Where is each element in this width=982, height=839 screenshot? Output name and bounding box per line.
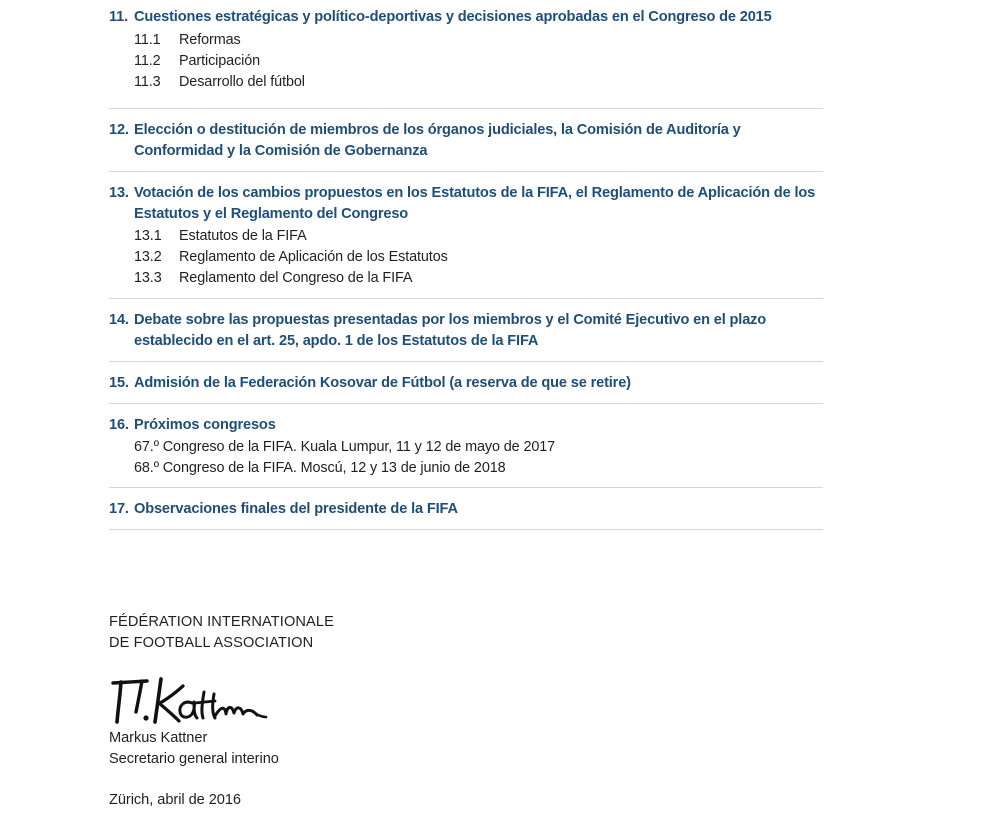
agenda-number-16: 16.	[109, 416, 129, 433]
agenda-congress-line-67: 67.º Congreso de la FIFA. Kuala Lumpur, 11 y 12 de mayo de 2017	[134, 438, 556, 455]
agenda-heading-11	[109, 0, 823, 28]
signer-name: Markus Kattner	[109, 730, 208, 746]
agenda-number-15: 15.	[109, 374, 129, 391]
agenda-number-11: 11.	[109, 9, 129, 25]
agenda-section-11	[109, 0, 823, 92]
agenda-title-16: Próximos congresos	[134, 416, 276, 433]
agenda-list	[109, 0, 823, 530]
agenda-section-17	[109, 487, 823, 530]
agenda-title-13: Votación de los cambios propuestos en los Estatutos de la FIFA, el Reglamento de Aplicación de los Estatutos y el Reglamento del Congreso	[134, 185, 816, 223]
agenda-title-14: Debate sobre las propuestas presentadas por los miembros y el Comité Ejecutivo en el plazo establecido en el art. 25, apdo. 1 de los Estatutos de la FIFA	[134, 311, 767, 349]
section-divider-closing	[109, 529, 823, 530]
agenda-sublabel-11-3: Desarrollo del fútbol	[179, 73, 305, 90]
agenda-section-14	[109, 298, 823, 361]
agenda-sublabel-11-2: Participación	[179, 52, 261, 69]
organization-line-2: DE FOOTBALL ASSOCIATION	[109, 635, 314, 651]
agenda-sublabel-11-1: Reformas	[179, 32, 241, 48]
agenda-sublabel-13-2: Reglamento de Aplicación de los Estatutos	[179, 249, 448, 266]
agenda-heading-16	[109, 404, 823, 436]
agenda-title-12: Elección o destitución de miembros de los órganos judiciales, la Comisión de Auditoría y Conformidad y la Comisión de Gobernanza	[134, 122, 741, 160]
signature-block	[109, 612, 529, 811]
agenda-subnumber-11-2: 11.2	[134, 52, 161, 69]
agenda-subnumber-13-3: 13.3	[134, 269, 162, 286]
agenda-subnumber-11-3: 11.3	[134, 73, 161, 90]
agenda-heading-14	[109, 299, 823, 361]
agenda-heading-15	[109, 362, 823, 403]
signer-role: Secretario general interino	[109, 751, 279, 767]
place-and-date: Zürich, abril de 2016	[109, 792, 241, 808]
agenda-subitem-11-1	[109, 28, 823, 51]
agenda-heading-12	[109, 109, 823, 171]
agenda-number-17: 17.	[109, 501, 129, 518]
agenda-section-16	[109, 403, 823, 488]
agenda-section-15	[109, 361, 823, 403]
agenda-section-13	[109, 171, 823, 297]
agenda-subitem-11-2	[109, 51, 823, 72]
agenda-subnumber-13-1: 13.1	[134, 228, 162, 245]
agenda-subitem-13-1	[109, 225, 823, 247]
agenda-subitem-11-3	[109, 72, 823, 93]
agenda-title-17: Observaciones finales del presidente de la FIFA	[134, 501, 458, 518]
agenda-title-15: Admisión de la Federación Kosovar de Fútbol (a reserva de que se retire)	[134, 374, 631, 391]
agenda-number-13: 13.	[109, 185, 129, 202]
agenda-subitem-13-2	[109, 247, 823, 268]
agenda-number-12: 12.	[109, 122, 129, 139]
agenda-subitem-13-3	[109, 268, 823, 298]
agenda-section-12	[109, 108, 823, 171]
agenda-title-11: Cuestiones estratégicas y político-deportivas y decisiones aprobadas en el Congreso de 2015	[134, 9, 772, 25]
agenda-congress-line-68: 68.º Congreso de la FIFA. Moscú, 12 y 13 de junio de 2018	[134, 459, 506, 476]
agenda-sublabel-13-3: Reglamento del Congreso de la FIFA	[179, 269, 413, 286]
agenda-subnumber-13-2: 13.2	[134, 249, 162, 266]
agenda-sublabel-13-1: Estatutos de la FIFA	[179, 228, 307, 245]
agenda-heading-17	[109, 488, 823, 529]
handwritten-signature-icon	[109, 676, 269, 728]
agenda-heading-13	[109, 172, 823, 225]
agenda-number-14: 14.	[109, 311, 129, 328]
agenda-subnumber-11-1: 11.1	[134, 32, 161, 48]
organization-line-1: FÉDÉRATION INTERNATIONALE	[109, 614, 334, 630]
